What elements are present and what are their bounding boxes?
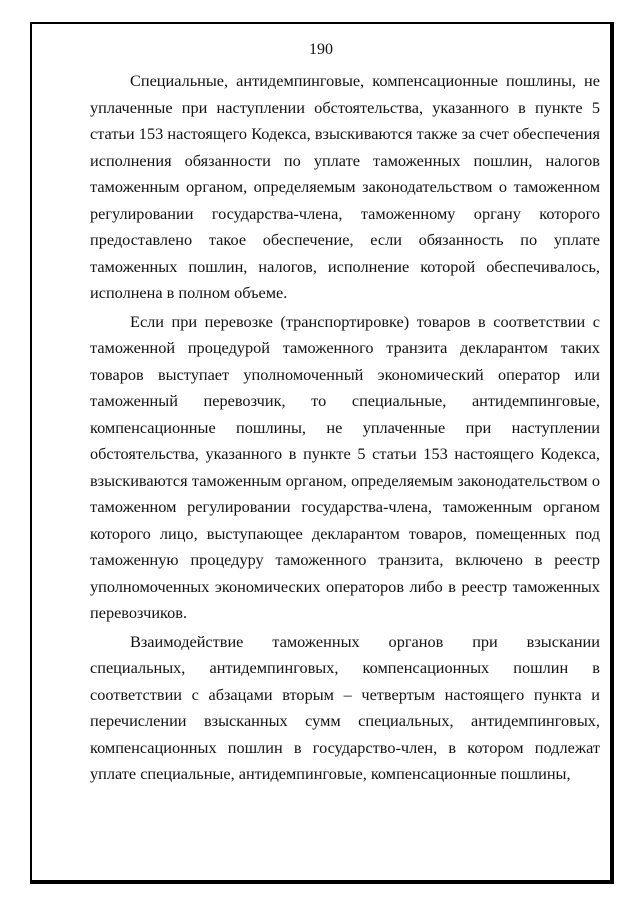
page-frame <box>30 22 614 884</box>
document-body <box>90 68 600 788</box>
paragraph-3: Взаимодействие таможенных органов при взыскании специальных, антидемпинговых, компенсационных пошлин в соответствии с абзацами вторым – четвертым настоящего пункта и перечислении взысканных сумм специальных, антидемпинговых, компенсационных пошлин в государство-член, в котором подлежат уплате специальные, антидемпинговые, компенсационные пошлины, <box>90 631 600 783</box>
paragraph-1: Специальные, антидемпинговые, компенсационные пошлины, не уплаченные при наступлении обстоятельства, указанного в пункте 5 статьи 153 настоящего Кодекса, взыскиваются также за счет обеспечения исполнения обязанности по уплате таможенных пошлин, налогов таможенным органом, определяемым законодательством о таможенном регулировании государства-члена, таможенному органу которого предоставлено такое обеспечение, если обязанность по уплате таможенных пошлин, налогов, исполнение которой обеспечивалось, исполнена в полном объеме. <box>90 71 600 302</box>
page-number: 190 <box>309 41 333 58</box>
paragraph-2: Если при перевозке (транспортировке) товаров в соответствии с таможенной процедурой таможенного транзита декларантом таких товаров выступает уполномоченный экономический оператор или таможенный перевозчик, то специальные, антидемпинговые, компенсационные пошлины, не уплаченные при наступлении обстоятельства, указанного в пункте 5 статьи 153 настоящего Кодекса, взыскиваются таможенным органом, определяемым законодательством о таможенном регулировании государства-члена, таможенным органом которого лицо, выступающее декларантом товаров, помещенных под таможенную процедуру таможенного транзита, включено в реестр уполномоченных экономических операторов либо в реестр таможенных перевозчиков. <box>90 311 600 622</box>
